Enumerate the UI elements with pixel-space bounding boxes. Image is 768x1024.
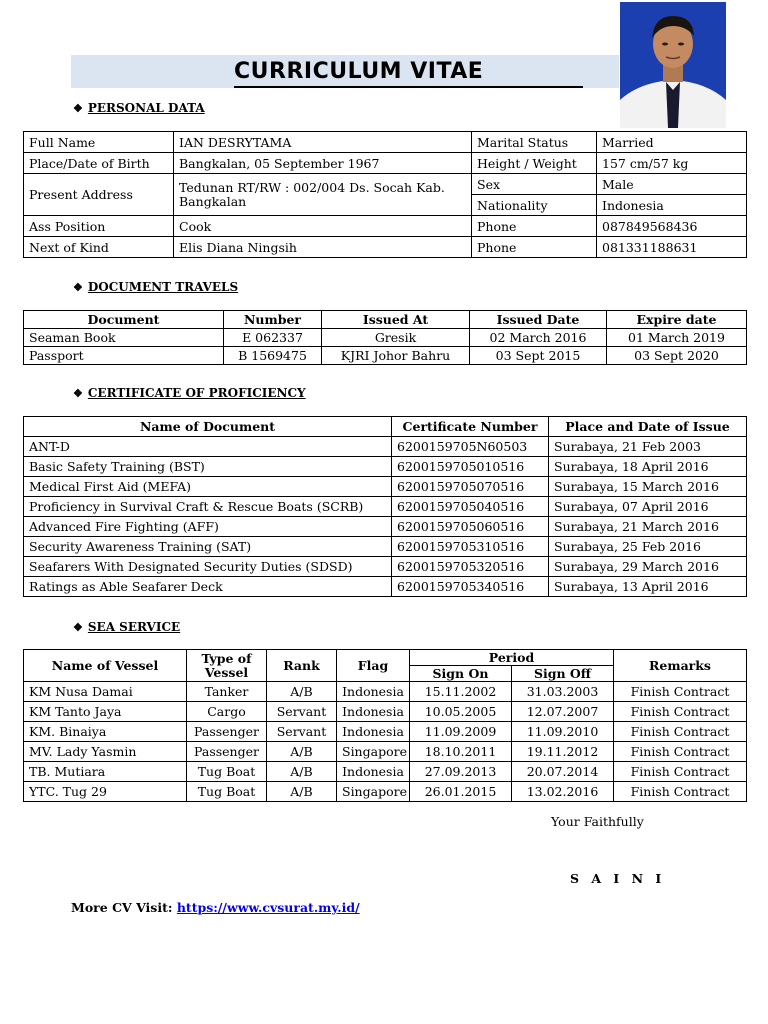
table-cell: 18.10.2011 <box>410 742 512 762</box>
kin-phone-value: 081331188631 <box>597 237 747 258</box>
table-row <box>24 153 747 174</box>
table-row <box>24 742 747 762</box>
diamond-bullet-icon: ❖ <box>73 101 83 115</box>
table-cell: Basic Safety Training (BST) <box>24 457 392 477</box>
table-cell: Passenger <box>187 722 267 742</box>
table-cell: Indonesia <box>337 722 410 742</box>
table-cell: Ratings as Able Seafarer Deck <box>24 577 392 597</box>
column-header: Type of Vessel <box>187 650 267 682</box>
table-cell: Indonesia <box>337 762 410 782</box>
more-cv-label: More CV Visit: <box>71 900 173 915</box>
column-header: Expire date <box>607 311 747 329</box>
table-cell: 03 Sept 2015 <box>470 347 607 365</box>
table-row <box>24 722 747 742</box>
address-label: Present Address <box>24 174 174 216</box>
column-header: Flag <box>337 650 410 682</box>
table-cell: 26.01.2015 <box>410 782 512 802</box>
table-row <box>24 577 747 597</box>
signature-name: S A I N I <box>570 871 666 886</box>
table-header-row <box>24 311 747 329</box>
closing-text: Your Faithfully <box>551 814 644 829</box>
sex-value: Male <box>597 174 747 195</box>
profile-photo <box>620 2 726 128</box>
kin-phone-label: Phone <box>472 237 597 258</box>
table-row <box>24 557 747 577</box>
table-row <box>24 497 747 517</box>
table-row <box>24 762 747 782</box>
table-cell: 27.09.2013 <box>410 762 512 782</box>
table-cell: 11.09.2009 <box>410 722 512 742</box>
table-cell: Surabaya, 25 Feb 2016 <box>549 537 747 557</box>
column-header: Place and Date of Issue <box>549 417 747 437</box>
document-travels-table <box>23 310 747 365</box>
table-cell: Indonesia <box>337 682 410 702</box>
table-row <box>24 782 747 802</box>
table-cell: Passport <box>24 347 224 365</box>
table-cell: Tug Boat <box>187 762 267 782</box>
table-cell: Surabaya, 21 March 2016 <box>549 517 747 537</box>
table-cell: Servant <box>267 702 337 722</box>
table-cell: Finish Contract <box>614 782 747 802</box>
column-header: Issued At <box>322 311 470 329</box>
section-documents: ❖ DOCUMENT TRAVELS <box>73 280 239 294</box>
phone-label: Phone <box>472 216 597 237</box>
table-cell: Surabaya, 15 March 2016 <box>549 477 747 497</box>
table-cell: 6200159705N60503 <box>392 437 549 457</box>
table-cell: A/B <box>267 782 337 802</box>
table-row <box>24 457 747 477</box>
diamond-bullet-icon: ❖ <box>73 620 83 634</box>
table-cell: 6200159705070516 <box>392 477 549 497</box>
address-value: Tedunan RT/RW : 002/004 Ds. Socah Kab. Bangkalan <box>174 174 472 216</box>
table-cell: 13.02.2016 <box>512 782 614 802</box>
table-cell: 6200159705060516 <box>392 517 549 537</box>
table-cell: KJRI Johor Bahru <box>322 347 470 365</box>
table-cell: Finish Contract <box>614 682 747 702</box>
table-cell: Singapore <box>337 742 410 762</box>
next-of-kin-label: Next of Kind <box>24 237 174 258</box>
table-row <box>24 477 747 497</box>
table-cell: 02 March 2016 <box>470 329 607 347</box>
column-header: Name of Document <box>24 417 392 437</box>
table-header-row <box>24 417 747 437</box>
phone-value: 087849568436 <box>597 216 747 237</box>
table-cell: Finish Contract <box>614 722 747 742</box>
more-cv-footer <box>71 900 360 915</box>
table-cell: 01 March 2019 <box>607 329 747 347</box>
table-cell: TB. Mutiara <box>24 762 187 782</box>
table-cell: Servant <box>267 722 337 742</box>
table-cell: 11.09.2010 <box>512 722 614 742</box>
table-cell: KM Nusa Damai <box>24 682 187 702</box>
table-cell: Seaman Book <box>24 329 224 347</box>
table-cell: A/B <box>267 762 337 782</box>
column-header: Number <box>224 311 322 329</box>
table-cell: MV. Lady Yasmin <box>24 742 187 762</box>
page-title: CURRICULUM VITAE <box>234 58 583 88</box>
table-cell: Passenger <box>187 742 267 762</box>
diamond-bullet-icon: ❖ <box>73 386 83 400</box>
full-name-label: Full Name <box>24 132 174 153</box>
table-cell: Surabaya, 21 Feb 2003 <box>549 437 747 457</box>
table-cell: Gresik <box>322 329 470 347</box>
table-cell: 6200159705320516 <box>392 557 549 577</box>
table-cell: 6200159705010516 <box>392 457 549 477</box>
table-cell: Surabaya, 18 April 2016 <box>549 457 747 477</box>
section-certificates: ❖ CERTIFICATE OF PROFICIENCY <box>73 386 306 400</box>
table-cell: Advanced Fire Fighting (AFF) <box>24 517 392 537</box>
next-of-kin-value: Elis Diana Ningsih <box>174 237 472 258</box>
table-row <box>24 702 747 722</box>
table-cell: 20.07.2014 <box>512 762 614 782</box>
table-cell: 6200159705040516 <box>392 497 549 517</box>
table-cell: 12.07.2007 <box>512 702 614 722</box>
table-cell: 6200159705340516 <box>392 577 549 597</box>
table-cell: Surabaya, 07 April 2016 <box>549 497 747 517</box>
marital-value: Married <box>597 132 747 153</box>
column-header: Sign On <box>410 666 512 682</box>
table-cell: 15.11.2002 <box>410 682 512 702</box>
table-cell: Medical First Aid (MEFA) <box>24 477 392 497</box>
table-cell: Singapore <box>337 782 410 802</box>
column-header: Issued Date <box>470 311 607 329</box>
birth-value: Bangkalan, 05 September 1967 <box>174 153 472 174</box>
column-header: Remarks <box>614 650 747 682</box>
column-header: Rank <box>267 650 337 682</box>
table-row <box>24 237 747 258</box>
table-cell: Seafarers With Designated Security Duties (SDSD) <box>24 557 392 577</box>
more-cv-link[interactable]: https://www.cvsurat.my.id/ <box>176 900 360 915</box>
table-cell: KM. Binaiya <box>24 722 187 742</box>
height-weight-label: Height / Weight <box>472 153 597 174</box>
table-cell: 03 Sept 2020 <box>607 347 747 365</box>
table-row <box>24 537 747 557</box>
column-header: Sign Off <box>512 666 614 682</box>
table-row <box>24 174 747 195</box>
nationality-label: Nationality <box>472 195 597 216</box>
table-cell: 6200159705310516 <box>392 537 549 557</box>
table-row <box>24 437 747 457</box>
diamond-bullet-icon: ❖ <box>73 280 83 294</box>
table-cell: Surabaya, 29 March 2016 <box>549 557 747 577</box>
column-header: Period <box>410 650 614 666</box>
table-cell: Finish Contract <box>614 762 747 782</box>
height-weight-value: 157 cm/57 kg <box>597 153 747 174</box>
table-cell: Finish Contract <box>614 742 747 762</box>
table-cell: A/B <box>267 742 337 762</box>
table-row <box>24 682 747 702</box>
table-cell: E 062337 <box>224 329 322 347</box>
table-cell: YTC. Tug 29 <box>24 782 187 802</box>
marital-label: Marital Status <box>472 132 597 153</box>
table-row <box>24 216 747 237</box>
table-cell: A/B <box>267 682 337 702</box>
table-cell: Tanker <box>187 682 267 702</box>
position-label: Ass Position <box>24 216 174 237</box>
table-cell: KM Tanto Jaya <box>24 702 187 722</box>
column-header: Certificate Number <box>392 417 549 437</box>
table-row <box>24 517 747 537</box>
table-cell: Finish Contract <box>614 702 747 722</box>
table-cell: 10.05.2005 <box>410 702 512 722</box>
table-cell: Security Awareness Training (SAT) <box>24 537 392 557</box>
section-personal: ❖ PERSONAL DATA <box>73 101 205 115</box>
column-header: Name of Vessel <box>24 650 187 682</box>
sea-service-table <box>23 649 747 802</box>
table-cell: 19.11.2012 <box>512 742 614 762</box>
table-cell: Tug Boat <box>187 782 267 802</box>
sex-label: Sex <box>472 174 597 195</box>
table-cell: Indonesia <box>337 702 410 722</box>
table-cell: Surabaya, 13 April 2016 <box>549 577 747 597</box>
table-row <box>24 347 747 365</box>
personal-data-table <box>23 131 747 258</box>
table-cell: B 1569475 <box>224 347 322 365</box>
table-cell: ANT-D <box>24 437 392 457</box>
table-cell: 31.03.2003 <box>512 682 614 702</box>
birth-label: Place/Date of Birth <box>24 153 174 174</box>
table-row <box>24 132 747 153</box>
column-header: Document <box>24 311 224 329</box>
table-cell: Proficiency in Survival Craft & Rescue Boats (SCRB) <box>24 497 392 517</box>
certificates-table <box>23 416 747 597</box>
full-name-value: IAN DESRYTAMA <box>174 132 472 153</box>
table-row <box>24 329 747 347</box>
nationality-value: Indonesia <box>597 195 747 216</box>
table-header-row <box>24 650 747 666</box>
section-sea-service: ❖ SEA SERVICE <box>73 620 181 634</box>
position-value: Cook <box>174 216 472 237</box>
table-cell: Cargo <box>187 702 267 722</box>
